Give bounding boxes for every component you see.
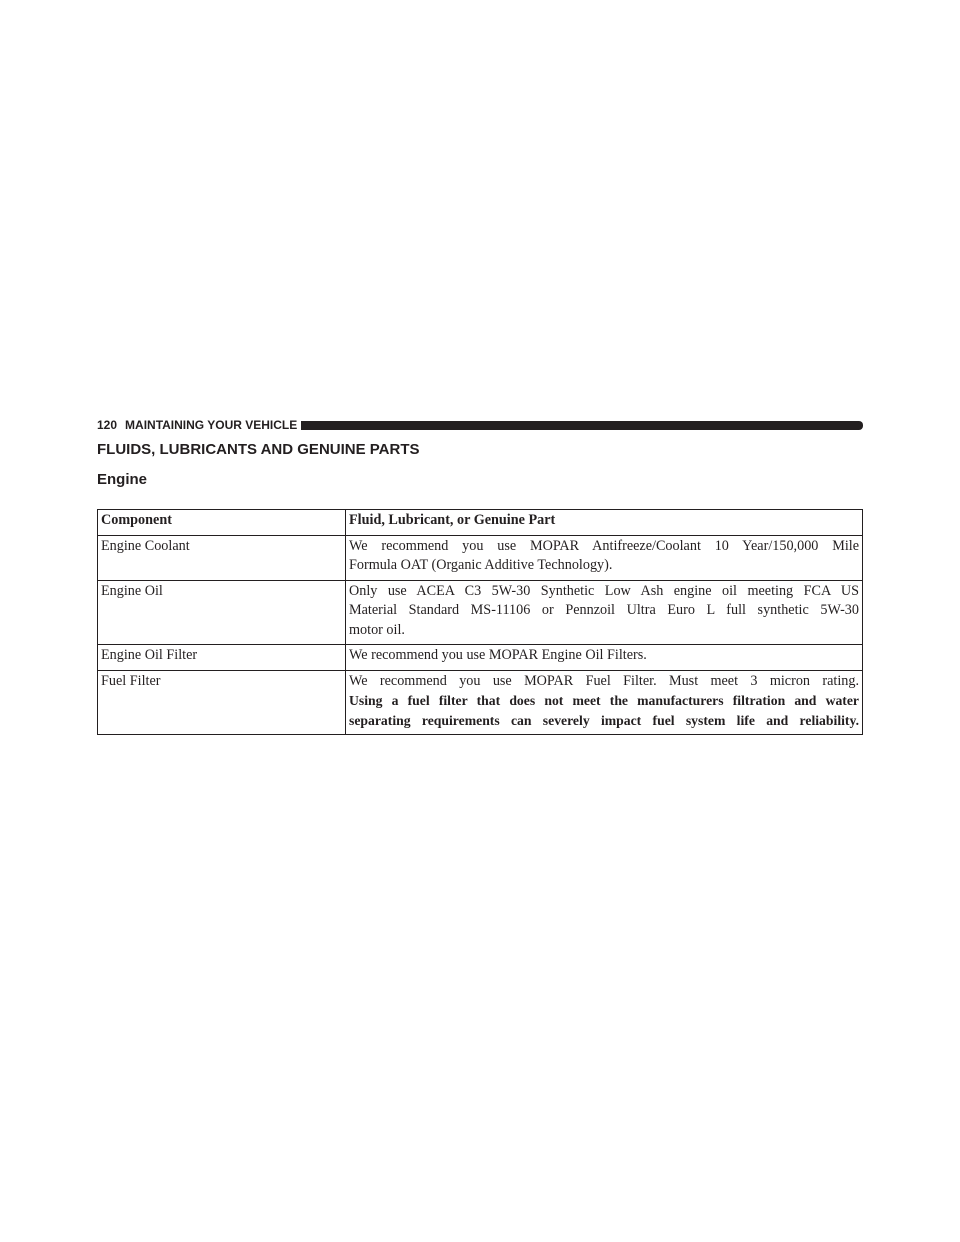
page-header	[97, 418, 863, 432]
column-header-fluid: Fluid, Lubricant, or Genuine Part	[346, 510, 863, 536]
warning-line: Using a fuel filter that does not meet the manufacturers filtration and water	[349, 693, 859, 708]
description-line: Only use ACEA C3 5W-30 Synthetic Low Ash engine oil meeting FCA US	[349, 582, 859, 599]
header-rule	[301, 421, 863, 430]
description-line: Material Standard MS-11106 or Pennzoil Ultra Euro L full synthetic 5W-30	[349, 602, 859, 618]
description-cell	[346, 535, 863, 580]
warning-line: separating requirements can severely impact fuel system life and reliability.	[349, 712, 859, 728]
table-row	[98, 580, 863, 645]
description-cell	[346, 580, 863, 645]
table-row	[98, 535, 863, 580]
running-header-title: MAINTAINING YOUR VEHICLE	[125, 418, 298, 432]
table-row	[98, 645, 863, 671]
section-title: FLUIDS, LUBRICANTS AND GENUINE PARTS	[97, 441, 420, 458]
subsection-title: Engine	[97, 471, 148, 488]
fluids-table	[97, 509, 863, 735]
component-cell: Fuel Filter	[98, 670, 346, 735]
column-header-component: Component	[98, 510, 346, 536]
description-line: motor oil.	[349, 621, 405, 638]
component-cell: Engine Coolant	[98, 535, 346, 580]
description-line: We recommend you use MOPAR Engine Oil Filters.	[349, 647, 647, 663]
table-row	[98, 670, 863, 735]
table-header-row	[98, 510, 863, 536]
component-cell: Engine Oil Filter	[98, 645, 346, 671]
page-number: 120	[97, 418, 118, 432]
description-cell	[346, 670, 863, 735]
component-cell: Engine Oil	[98, 580, 346, 645]
description-line: Formula OAT (Organic Additive Technology).	[349, 557, 613, 573]
description-cell	[346, 645, 863, 671]
description-line: We recommend you use MOPAR Fuel Filter. Must meet 3 micron rating.	[349, 672, 859, 689]
description-line: We recommend you use MOPAR Antifreeze/Coolant 10 Year/150,000 Mile	[349, 537, 859, 554]
